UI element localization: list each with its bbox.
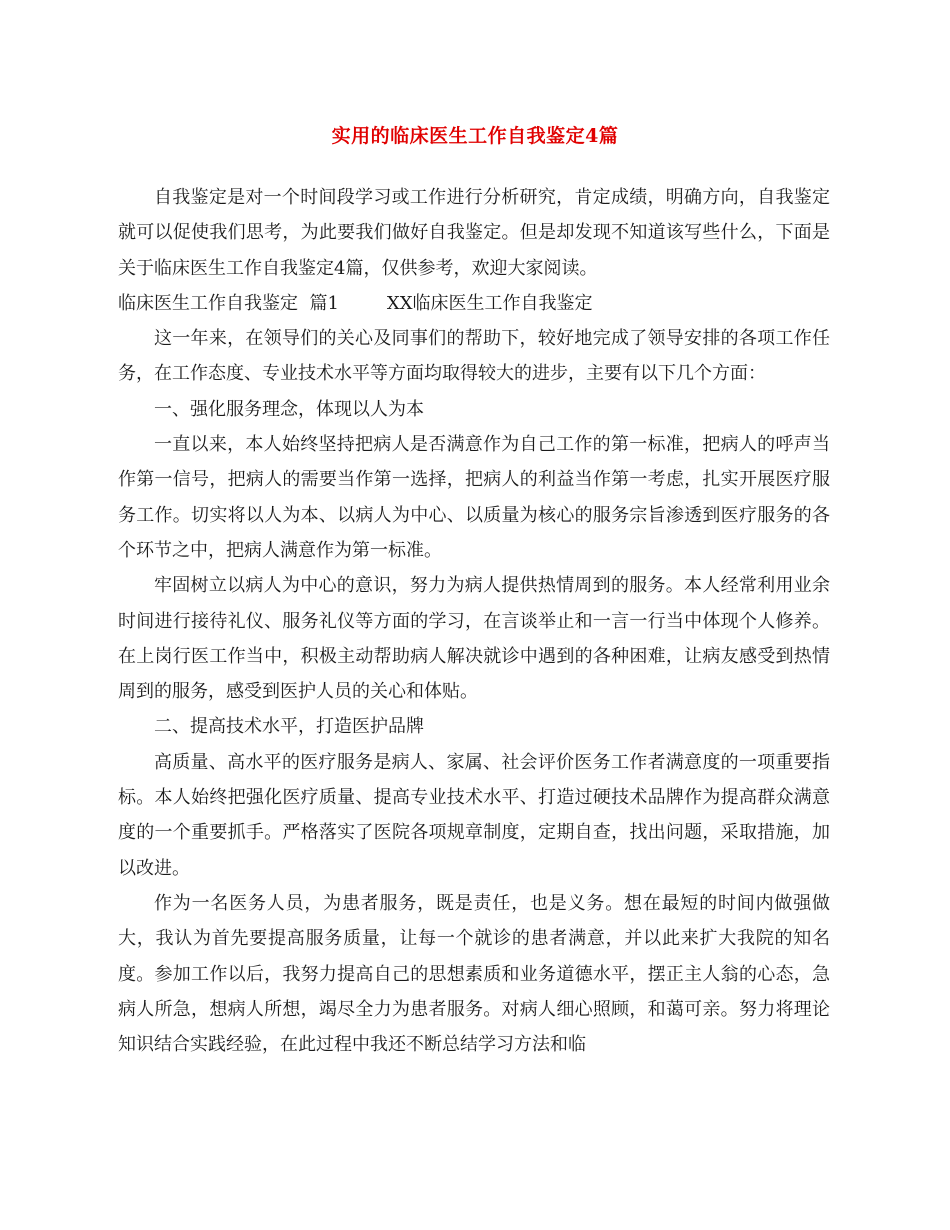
- intro-paragraph: 自我鉴定是对一个时间段学习或工作进行分析研究，肯定成绩，明确方向，自我鉴定就可以促使我们思考，为此要我们做好自我鉴定。但是却发现不知道该写些什么，下面是关于临床医生工作自我鉴定4篇，仅供参考，欢迎大家阅读。: [118, 187, 830, 279]
- document-body: [118, 180, 830, 1062]
- section-heading: 一、强化服务理念，体现以人为本: [154, 398, 424, 420]
- body-paragraph: 高质量、高水平的医疗服务是病人、家属、社会评价医务工作者满意度的一项重要指标。本人始终把强化医疗质量、提高专业技术水平、打造过硬技术品牌作为提高群众满意度的一个重要抓手。严格落实了医院各项规章制度，定期自查，找出问题，采取措施，加以改进。: [118, 751, 830, 879]
- piece-heading: [118, 286, 830, 321]
- piece-title: XX临床医生工作自我鉴定: [386, 292, 593, 314]
- body-paragraph: 这一年来，在领导们的关心及同事们的帮助下，较好地完成了领导安排的各项工作任务，在工作态度、专业技术水平等方面均取得较大的进步，主要有以下几个方面：: [118, 328, 830, 385]
- piece-label: 临床医生工作自我鉴定 篇1: [118, 292, 339, 314]
- document-title: 实用的临床医生工作自我鉴定4篇: [331, 125, 619, 147]
- body-paragraph: 牢固树立以病人为中心的意识，努力为病人提供热情周到的服务。本人经常利用业余时间进行接待礼仪、服务礼仪等方面的学习，在言谈举止和一言一行当中体现个人修养。在上岗行医工作当中，积极主动帮助病人解决就诊中遇到的各种困难，让病友感受到热情周到的服务，感受到医护人员的关心和体贴。: [118, 575, 830, 703]
- body-paragraph: 一直以来，本人始终坚持把病人是否满意作为自己工作的第一标准，把病人的呼声当作第一信号，把病人的需要当作第一选择，把病人的利益当作第一考虑，扎实开展医疗服务工作。切实将以人为本、以病人为中心、以质量为核心的服务宗旨渗透到医疗服务的各个环节之中，把病人满意作为第一标准。: [118, 434, 830, 561]
- body-paragraph: 作为一名医务人员，为患者服务，既是责任，也是义务。想在最短的时间内做强做大，我认为首先要提高服务质量，让每一个就诊的患者满意，并以此来扩大我院的知名度。参加工作以后，我努力提高自己的思想素质和业务道德水平，摆正主人翁的心态，急病人所急，想病人所想，竭尽全力为患者服务。对病人细心照顾，和蔼可亲。努力将理论知识结合实践经验，在此过程中我还不断总结学习方法和临: [118, 892, 830, 1056]
- section-heading: 二、提高技术水平，打造医护品牌: [154, 716, 424, 738]
